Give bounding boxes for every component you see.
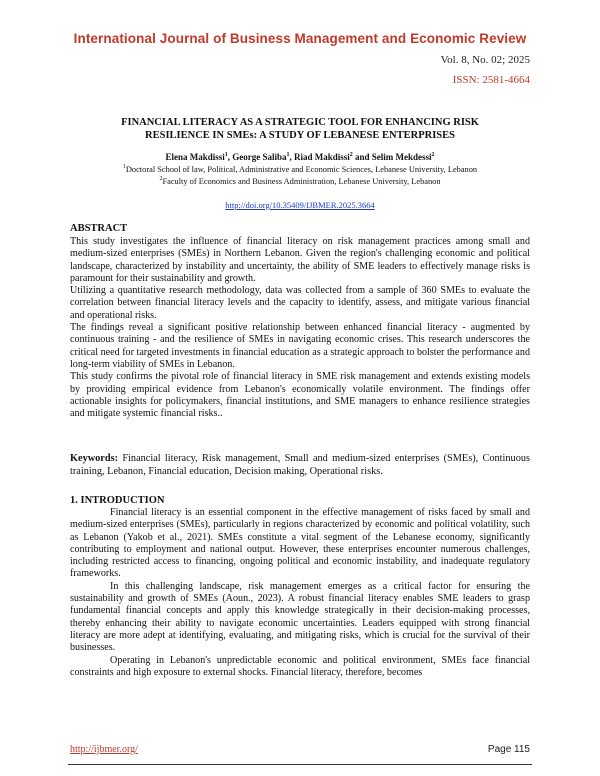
intro-paragraph: Operating in Lebanon's unpredictable economic and political environment, SMEs face financial constraints and high exposure to external shocks. Financial literacy, therefore, becomes <box>70 654 530 678</box>
title-line-2: RESILIENCE IN SMEs: A STUDY OF LEBANESE ENTERPRISES <box>145 130 455 141</box>
affiliation-text: Faculty of Economics and Business Administration, Lebanese University, Lebanon <box>162 177 441 186</box>
title-line-1: FINANCIAL LITERACY AS A STRATEGIC TOOL FOR ENHANCING RISK <box>121 117 479 128</box>
abstract-paragraph: The findings reveal a significant positive relationship between enhanced financial literacy - augmented by continuous training - and the resilience of SMEs in navigating economic crises. This research underscores the critical need for targeted investments in financial education as a strategic approach to bolster the performance and long-term viability of SMEs in Lebanon. <box>70 322 530 370</box>
volume-issue: Vol. 8, No. 02; 2025 <box>440 54 530 66</box>
doi-line <box>70 200 530 210</box>
author-list <box>70 152 530 162</box>
intro-paragraph: In this challenging landscape, risk management emerges as a critical factor for ensuring the sustainability and growth of SMEs (Aoun., 2023). A robust financial literacy enables SME leaders to grasp fundamental financial concepts and apply this knowledge strategically in their decision-making processes, thereby enhancing their ability to navigate economic uncertainties. Leaders equipped with strong financial literacy are more adept at identifying, evaluating, and mitigating risks, which is crucial for the survival of their businesses. <box>70 580 530 654</box>
author-name: George Saliba <box>232 152 287 162</box>
journal-title: International Journal of Business Management and Economic Review <box>73 31 527 46</box>
affiliation-sup: 2 <box>159 176 163 183</box>
author-sup: 1 <box>224 152 228 158</box>
author-sep: , <box>289 152 294 162</box>
introduction-heading: 1. INTRODUCTION <box>70 495 165 506</box>
abstract-body <box>70 236 530 420</box>
footer-divider <box>68 764 532 765</box>
keywords-label: Keywords: <box>70 453 119 464</box>
author-sup: 2 <box>349 152 353 158</box>
affiliation-2 <box>70 177 530 186</box>
author-sup: 1 <box>286 152 290 158</box>
abstract-paragraph: Utilizing a quantitative research methodology, data was collected from a sample of 360 SMEs to evaluate the correlation between financial literacy levels and the capacity to identify, assess, and mitigate various financial and operational risks. <box>70 285 530 321</box>
keywords <box>70 452 530 478</box>
page-number: Page 115 <box>487 744 530 755</box>
intro-paragraph: Financial literacy is an essential component in the effective management of risks faced by small and medium-sized enterprises (SMEs), particularly in regions characterized by economic and political volatility, such as Lebanon (Yakob et al., 2021). SMEs constitute a vital segment of the Lebanese economy, significantly contributing to employment and national output. However, these enterprises encounter numerous challenges, including restricted access to financing, ongoing political and economic instability, and inadequate regulatory frameworks. <box>70 507 530 580</box>
keywords-text: Financial literacy, Risk management, Small and medium-sized enterprises (SMEs), Continuous training, Lebanon, Financial education, Decision making, Operational risks. <box>70 453 530 477</box>
author-name: Elena Makdissi <box>165 152 225 162</box>
affiliation-text: Doctoral School of law, Political, Administrative and Economic Sciences, Lebanese University, Lebanon <box>125 165 478 174</box>
footer-link[interactable]: http://ijbmer.org/ <box>70 744 138 755</box>
author-sup: 2 <box>431 152 435 158</box>
introduction-body <box>70 507 530 679</box>
author-sep: and <box>352 152 372 162</box>
abstract-paragraph: This study confirms the pivotal role of financial literacy in SME risk management and extends existing models by providing empirical evidence from Lebanon's economically volatile environment. The findings offer actionable insights for policymakers, financial institutions, and SME managers to enhance resilience strategies and mitigate systemic financial risks.. <box>70 371 530 420</box>
abstract-paragraph: This study investigates the influence of financial literacy on risk management practices among small and medium-sized enterprises (SMEs) in Northern Lebanon. Given the region's challenging economic and political landscape, characterized by instability and uncertainty, the ability of SME leaders to effectively manage risks is paramount for their sustainability and growth. <box>70 236 530 284</box>
affiliation-sup: 1 <box>122 164 126 171</box>
affiliation-1 <box>70 165 530 174</box>
author-sep: , <box>227 152 233 162</box>
author-name: Selim Mekdessi <box>371 152 432 162</box>
author-name: Riad Makdissi <box>293 152 350 162</box>
article-title <box>70 116 530 142</box>
abstract-heading: ABSTRACT <box>70 223 128 234</box>
doi-link[interactable]: http://doi.org/10.35409/IJBMER.2025.3664 <box>225 200 375 210</box>
issn: ISSN: 2581-4664 <box>452 74 530 86</box>
